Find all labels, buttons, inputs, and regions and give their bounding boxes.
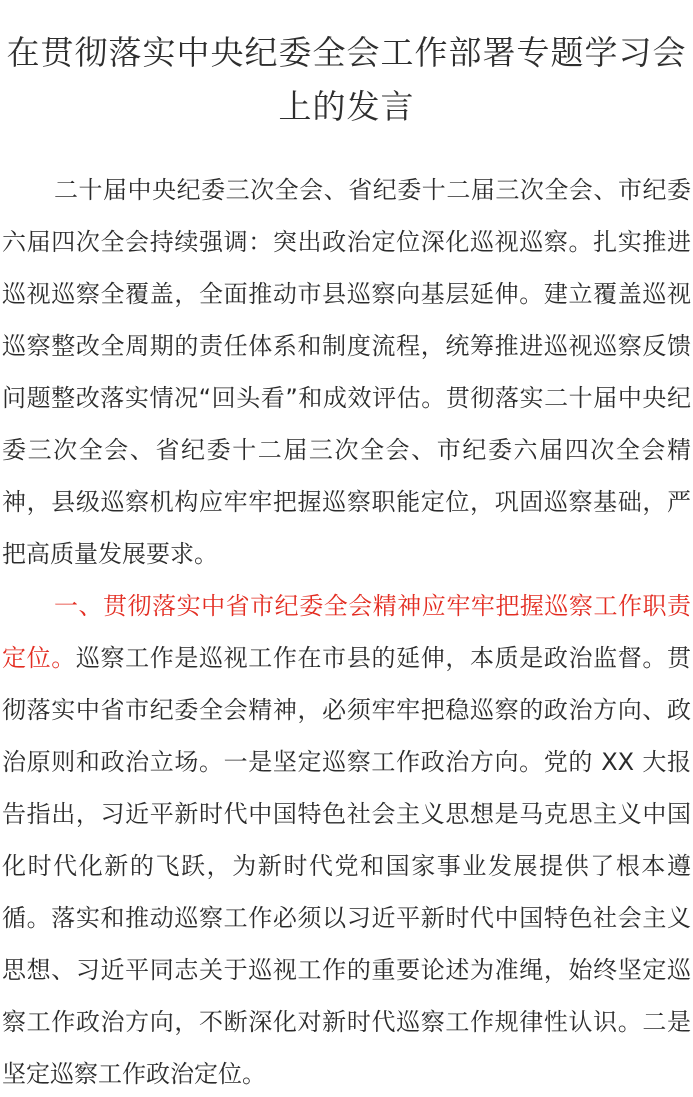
document-title: 在贯彻落实中央纪委全会工作部署专题学习会上的发言 xyxy=(6,33,687,126)
section-one-text: 巡察工作是巡视工作在市县的延伸，本质是政治监督。贯彻落实中省市纪委全会精神，必须牢牢把稳巡察的政治方向、政治原则和政治立场。一是坚定巡察工作政治方向。党的 XX 大报告指出，习近平新时代中国特色社会主义思想是马克思主义中国化时代化新的飞跃，为新时代党和国家事业发展提供了根本遵循。落实和推动巡察工作必须以习近平新时代中国特色社会主义思想、习近平同志关于巡视工作的重要论述为准绳，始终坚定巡察工作政治方向，不断深化对新时代巡察工作规律性认识。二是坚定巡察工作政治定位。 xyxy=(2,644,691,1088)
section-one-heading: 一、贯彻落实中省市纪委全会精神应牢牢把握巡察工作职责定位。 xyxy=(2,592,691,672)
paragraph-intro xyxy=(2,164,691,580)
paragraph-intro-text: 二十届中央纪委三次全会、省纪委十二届三次全会、市纪委六届四次全会持续强调：突出政治定位深化巡视巡察。扎实推进巡视巡察全覆盖，全面推动市县巡察向基层延伸。建立覆盖巡视巡察整改全周期的责任体系和制度流程，统筹推进巡视巡察反馈问题整改落实情况“回头看”和成效评估。贯彻落实二十届中央纪委三次全会、省纪委十二届三次全会、市纪委六届四次全会精神，县级巡察机构应牢牢把握巡察职能定位，巩固巡察基础，严把高质量发展要求。 xyxy=(2,176,691,568)
document-body xyxy=(2,164,691,1097)
paragraph-section-one xyxy=(2,580,691,1097)
